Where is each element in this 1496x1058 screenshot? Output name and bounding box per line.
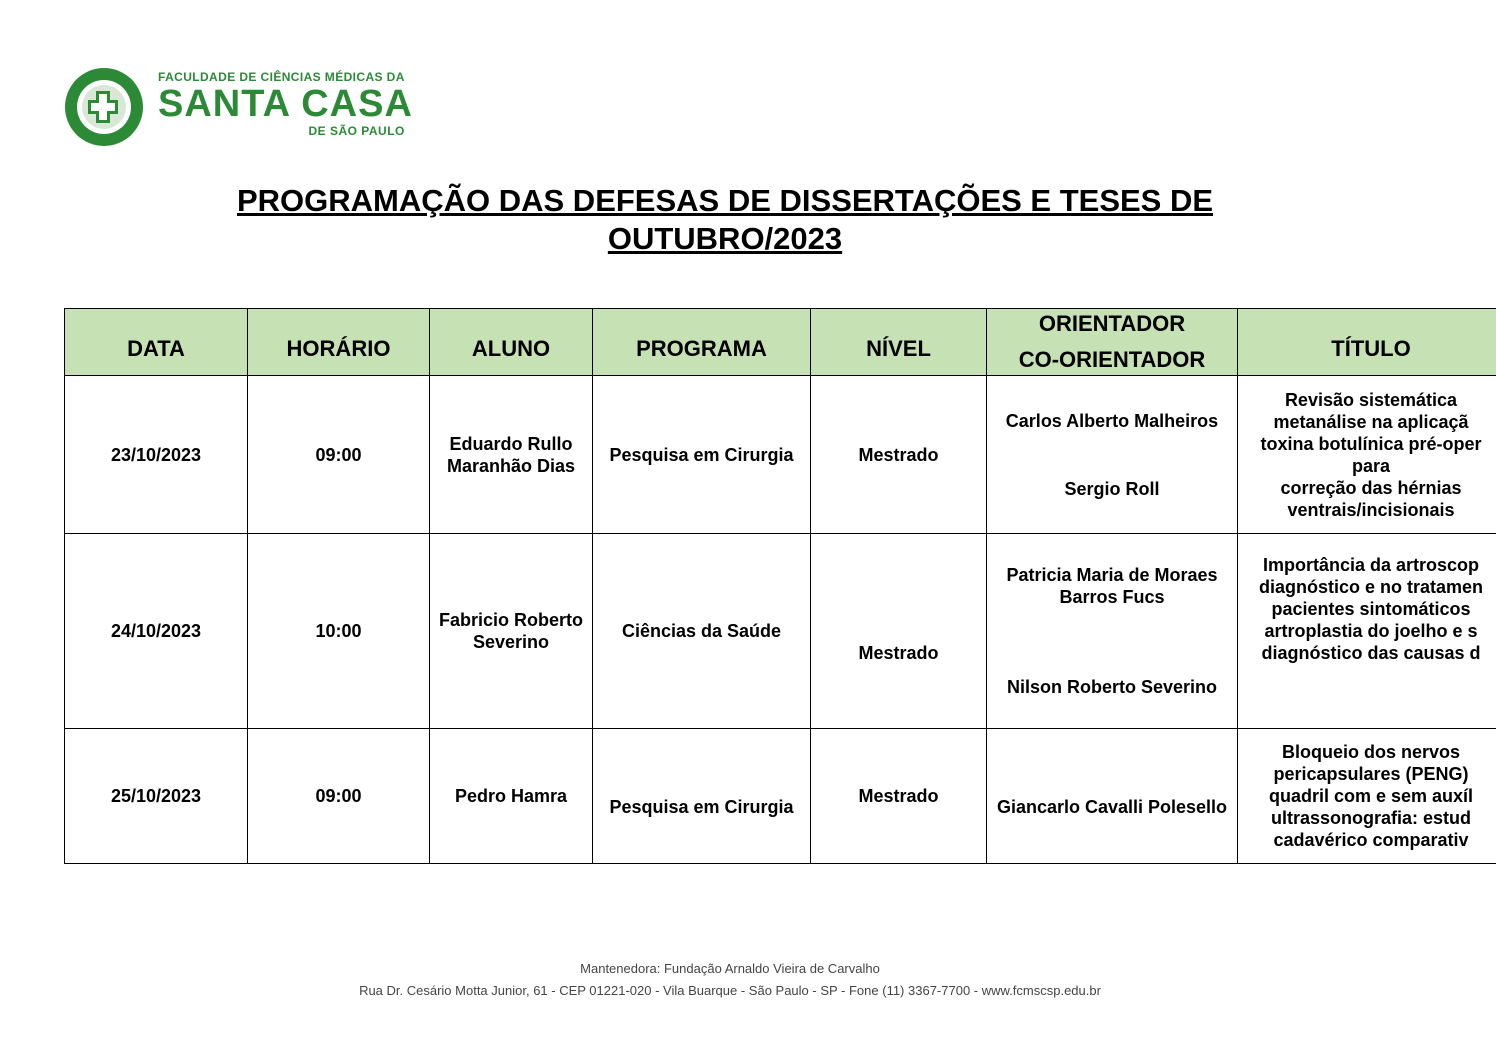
- cell-titulo: Importância da artroscop diagnóstico e no tratamen pacientes sintomáticos artroplastia do joelho e s diagnóstico das causas d: [1238, 534, 1496, 729]
- logo-line-3: DE SÃO PAULO: [308, 124, 405, 138]
- institution-logo: [62, 66, 413, 148]
- logo-line-1: FACULDADE DE CIÊNCIAS MÉDICAS DA: [158, 70, 405, 84]
- cell-programa: Pesquisa em Cirurgia: [593, 729, 811, 864]
- cell-titulo: Revisão sistemática metanálise na aplicaçã toxina botulínica pré-oper para correção das hérnias ventrais/incisionais: [1238, 376, 1496, 534]
- cell-data: 24/10/2023: [65, 534, 248, 729]
- table-row: [65, 376, 1496, 534]
- coorientador-name: Sergio Roll: [1064, 478, 1160, 499]
- cell-horario: 09:00: [248, 376, 430, 534]
- cell-data: 23/10/2023: [65, 376, 248, 534]
- cell-nivel: Mestrado: [811, 729, 987, 864]
- header-titulo: TÍTULO: [1238, 309, 1496, 376]
- cell-programa: Pesquisa em Cirurgia: [593, 376, 811, 534]
- page-footer: [0, 958, 1460, 1002]
- cross-emblem-icon: [62, 66, 152, 148]
- footer-line-2: Rua Dr. Cesário Motta Junior, 61 - CEP 01221-020 - Vila Buarque - São Paulo - SP - Fone (11) 3367-7700 - www.fcmscsp.edu.br: [359, 983, 1101, 998]
- defense-schedule-table: [64, 308, 1496, 864]
- cell-horario: 10:00: [248, 534, 430, 729]
- header-horario: HORÁRIO: [248, 309, 430, 376]
- header-orientador-label: ORIENTADOR: [1038, 311, 1186, 336]
- page-title: [180, 182, 1270, 258]
- cell-aluno: Fabricio Roberto Severino: [430, 534, 593, 729]
- header-aluno: ALUNO: [430, 309, 593, 376]
- header-coorientador-label: CO-ORIENTADOR: [1018, 347, 1206, 372]
- table-row: [65, 534, 1496, 729]
- cell-programa: Ciências da Saúde: [593, 534, 811, 729]
- cell-data: 25/10/2023: [65, 729, 248, 864]
- coorientador-name: Nilson Roberto Severino: [1006, 677, 1218, 697]
- cell-orientador: [987, 376, 1238, 534]
- table-row: [65, 729, 1496, 864]
- orientador-name: Giancarlo Cavalli Polesello: [996, 797, 1228, 817]
- cell-nivel: Mestrado: [811, 534, 987, 729]
- cell-orientador: [987, 729, 1238, 864]
- cell-aluno: Pedro Hamra: [430, 729, 593, 864]
- cell-nivel: Mestrado: [811, 376, 987, 534]
- header-data: DATA: [65, 309, 248, 376]
- header-orientador: [987, 309, 1238, 376]
- header-programa: PROGRAMA: [593, 309, 811, 376]
- orientador-name: Patricia Maria de Moraes Barros Fucs: [1006, 565, 1218, 607]
- table-header-row: [65, 309, 1496, 376]
- cell-orientador: [987, 534, 1238, 729]
- title-line-2: OUTUBRO/2023: [607, 221, 843, 256]
- title-line-1: PROGRAMAÇÃO DAS DEFESAS DE DISSERTAÇÕES E TESES DE: [236, 183, 1214, 218]
- footer-line-1: Mantenedora: Fundação Arnaldo Vieira de Carvalho: [580, 961, 880, 976]
- header-nivel: NÍVEL: [811, 309, 987, 376]
- cell-horario: 09:00: [248, 729, 430, 864]
- cell-aluno: Eduardo Rullo Maranhão Dias: [430, 376, 593, 534]
- orientador-name: Carlos Alberto Malheiros: [1005, 410, 1219, 431]
- logo-line-2: SANTA CASA: [158, 83, 413, 125]
- cell-titulo: Bloqueio dos nervos pericapsulares (PENG) quadril com e sem auxíl ultrassonografia: estud cadavérico comparativ: [1238, 729, 1496, 864]
